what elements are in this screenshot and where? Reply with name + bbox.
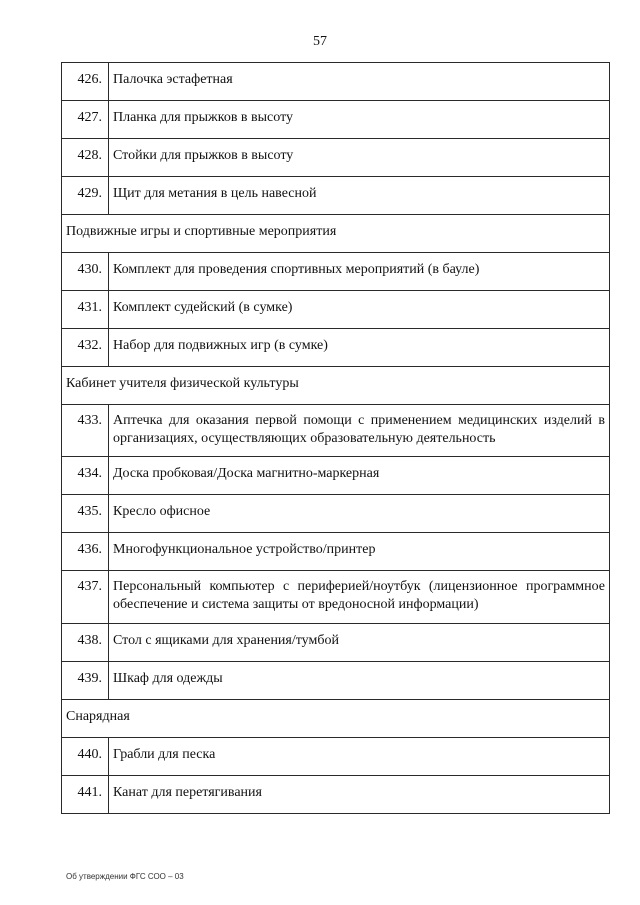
item-name: Стол с ящиками для хранения/тумбой [109, 624, 610, 662]
item-name: Персональный компьютер с периферией/ноутбук (лицензионное программное обеспечение и система защиты от вредоносной информации) [109, 571, 610, 624]
item-name: Аптечка для оказания первой помощи с применением медицинских изделий в организациях, осуществляющих образовательную деятельность [109, 405, 610, 457]
item-name: Доска пробковая/Доска магнитно-маркерная [109, 457, 610, 495]
table-row [62, 63, 610, 101]
item-number: 436. [62, 533, 109, 571]
table-row [62, 329, 610, 367]
item-number: 435. [62, 495, 109, 533]
item-number: 440. [62, 738, 109, 776]
section-title: Снарядная [62, 700, 610, 738]
item-name: Кресло офисное [109, 495, 610, 533]
item-number: 439. [62, 662, 109, 700]
table-row [62, 177, 610, 215]
item-number: 433. [62, 405, 109, 457]
table-row [62, 101, 610, 139]
item-name: Набор для подвижных игр (в сумке) [109, 329, 610, 367]
document-footer: Об утверждении ФГС СОО – 03 [66, 872, 184, 881]
table-row [62, 533, 610, 571]
section-title: Подвижные игры и спортивные мероприятия [62, 215, 610, 253]
item-number: 427. [62, 101, 109, 139]
table-row [62, 457, 610, 495]
item-name: Канат для перетягивания [109, 776, 610, 814]
table-row [62, 405, 610, 457]
section-title: Кабинет учителя физической культуры [62, 367, 610, 405]
item-name: Планка для прыжков в высоту [109, 101, 610, 139]
item-name: Многофункциональное устройство/принтер [109, 533, 610, 571]
table-row [62, 776, 610, 814]
section-row [62, 700, 610, 738]
table-row [62, 291, 610, 329]
item-name: Шкаф для одежды [109, 662, 610, 700]
table-row [62, 624, 610, 662]
equipment-table-body [62, 63, 610, 814]
item-number: 429. [62, 177, 109, 215]
section-row [62, 367, 610, 405]
item-name: Комплект судейский (в сумке) [109, 291, 610, 329]
table-row [62, 662, 610, 700]
item-name: Комплект для проведения спортивных мероприятий (в бауле) [109, 253, 610, 291]
item-name: Стойки для прыжков в высоту [109, 139, 610, 177]
item-number: 432. [62, 329, 109, 367]
equipment-table [61, 62, 610, 814]
item-name: Палочка эстафетная [109, 63, 610, 101]
item-number: 437. [62, 571, 109, 624]
table-row [62, 495, 610, 533]
item-number: 428. [62, 139, 109, 177]
item-name: Грабли для песка [109, 738, 610, 776]
item-number: 434. [62, 457, 109, 495]
item-number: 431. [62, 291, 109, 329]
item-number: 426. [62, 63, 109, 101]
table-row [62, 139, 610, 177]
table-row [62, 253, 610, 291]
item-number: 441. [62, 776, 109, 814]
table-row [62, 571, 610, 624]
item-name: Щит для метания в цель навесной [109, 177, 610, 215]
section-row [62, 215, 610, 253]
page-number: 57 [313, 34, 327, 49]
item-number: 438. [62, 624, 109, 662]
item-number: 430. [62, 253, 109, 291]
table-row [62, 738, 610, 776]
